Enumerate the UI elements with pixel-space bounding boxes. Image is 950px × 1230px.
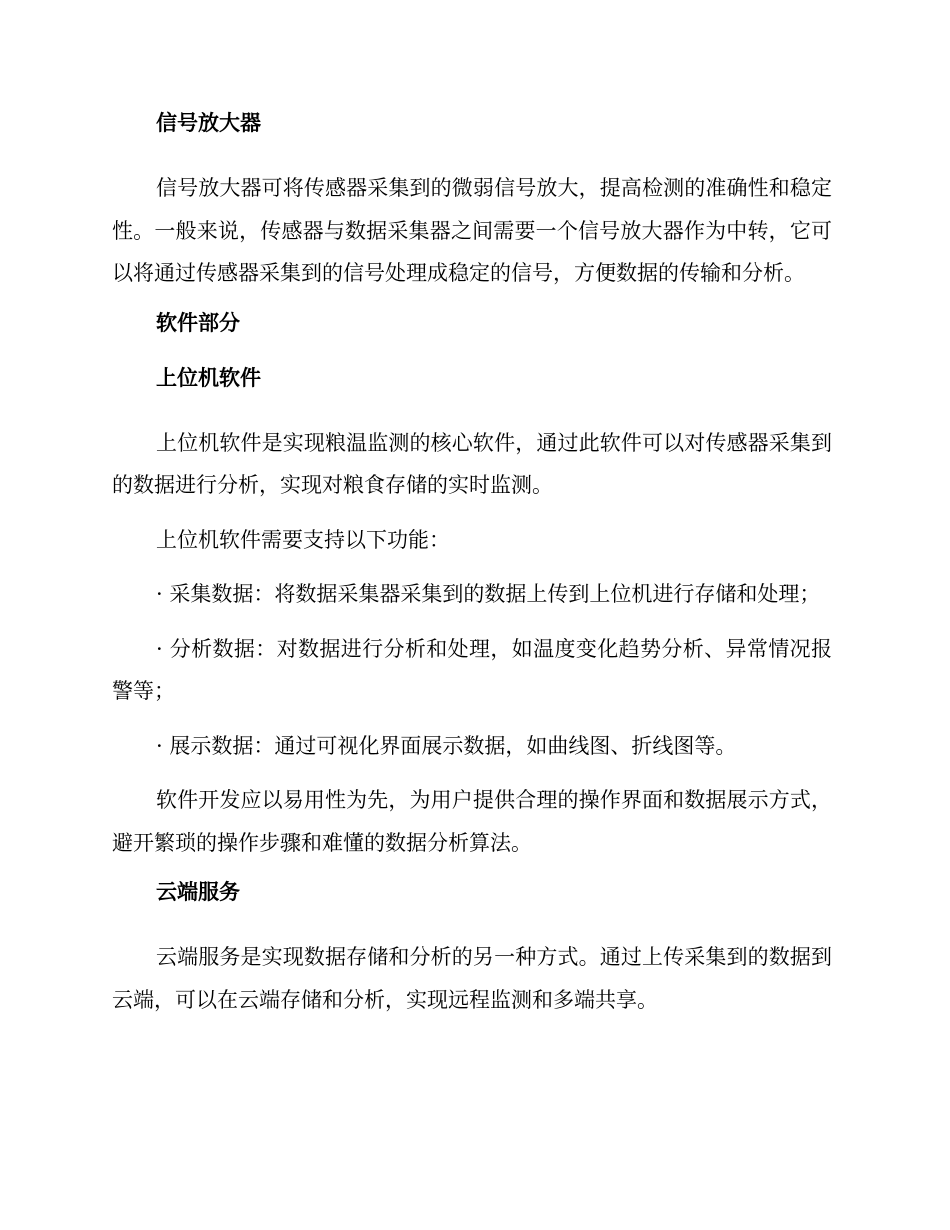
heading-cloud-service: 云端服务 <box>156 880 240 904</box>
list-item: · 展示数据：通过可视化界面展示数据，如曲线图、折线图等。 <box>156 733 737 758</box>
document-page <box>112 107 832 1021</box>
heading-host-software: 上位机软件 <box>156 365 261 390</box>
paragraph-cloud-service: 云端服务是实现数据存储和分析的另一种方式。通过上传采集到的数据到云端，可以在云端存储和分析，实现远程监测和多端共享。 <box>112 945 832 1012</box>
list-item: · 采集数据：将数据采集器采集到的数据上传到上位机进行存储和处理； <box>156 582 821 606</box>
paragraph-host-features-intro: 上位机软件需要支持以下功能： <box>156 527 450 552</box>
heading-signal-amplifier: 信号放大器 <box>156 111 261 135</box>
paragraph-signal-amplifier: 信号放大器可将传感器采集到的微弱信号放大，提高检测的准确性和稳定性。一般来说，传感器与数据采集器之间需要一个信号放大器作为中转，它可以将通过传感器采集到的信号处理成稳定的信号，方便数据的传输和分析。 <box>112 176 832 285</box>
heading-software-section: 软件部分 <box>156 310 240 335</box>
paragraph-dev-principle: 软件开发应以易用性为先，为用户提供合理的操作界面和数据展示方式，避开繁琐的操作步骤和难懂的数据分析算法。 <box>112 788 832 855</box>
paragraph-host-software-intro: 上位机软件是实现粮温监测的核心软件，通过此软件可以对传感器采集到的数据进行分析，实现对粮食存储的实时监测。 <box>112 430 832 497</box>
list-item: · 分析数据：对数据进行分析和处理，如温度变化趋势分析、异常情况报警等； <box>112 636 832 703</box>
